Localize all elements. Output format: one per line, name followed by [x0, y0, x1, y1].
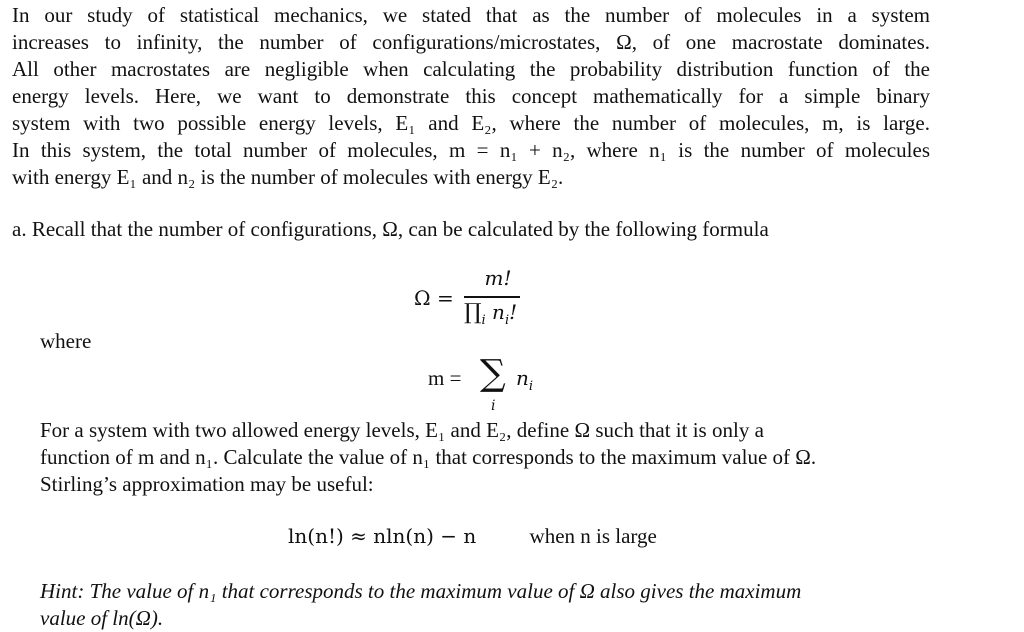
where-label: where — [40, 329, 92, 353]
hint-paragraph — [40, 578, 940, 632]
intro-line: In our study of statistical mechanics, we stated that as the number of molecules in a system — [12, 3, 930, 27]
intro-line: energy levels. Here, we want to demonstrate this concept mathematically for a simple binary — [12, 84, 930, 108]
sum-term-variable: n — [516, 366, 529, 390]
body-line: For a system with two allowed energy levels, E₁ and E₂, define Ω such that it is only a — [40, 418, 764, 442]
part-a-prompt: a. Recall that the number of configurations, Ω, can be calculated by the following formula — [12, 217, 769, 241]
fraction-bar — [464, 296, 520, 298]
denominator-factorial: ! — [509, 300, 518, 324]
denominator-subscript: i — [504, 313, 510, 328]
product-symbol: ∏ — [464, 300, 482, 325]
intro-paragraph — [12, 2, 930, 191]
omega-denominator — [464, 300, 517, 328]
hint-line: value of ln(Ω). — [40, 606, 164, 630]
hint-line: Hint: The value of n₁ that corresponds to the maximum value of Ω also gives the maximum — [40, 579, 802, 603]
intro-line: In this system, the total number of molecules, m = n₁ + n₂, where n₁ is the number of molecules — [12, 138, 930, 162]
intro-line: system with two possible energy levels, E₁ and E₂, where the number of molecules, m, is large. — [12, 111, 930, 135]
part-a-body — [40, 417, 920, 498]
body-line: function of m and n₁. Calculate the value of n₁ that corresponds to the maximum value of Ω. — [40, 445, 817, 469]
intro-line: All other macrostates are negligible when calculating the probability distribution function of the — [12, 57, 930, 81]
intro-line: with energy E₁ and n₂ is the number of molecules with energy E₂. — [12, 165, 564, 189]
omega-numerator: m! — [484, 266, 512, 290]
stirling-condition: when n is large — [529, 524, 657, 548]
body-line: Stirling’s approximation may be useful: — [40, 472, 374, 496]
stirling-formula: ln(n!) ≈ nln(n) − n — [288, 524, 477, 548]
sum-index: i — [491, 398, 496, 414]
sum-term — [516, 366, 533, 394]
stirling-approximation — [288, 524, 657, 549]
omega-formula — [414, 262, 544, 332]
sum-term-subscript: i — [528, 379, 534, 394]
product-index: i — [481, 313, 486, 328]
sum-lhs: m = — [428, 366, 462, 390]
sum-formula — [428, 353, 558, 422]
omega-lhs: Ω = — [414, 286, 454, 310]
intro-line: increases to infinity, the number of configurations/microstates, Ω, of one macrostate dominates. — [12, 30, 930, 54]
sigma-symbol: ∑ — [480, 353, 506, 394]
denominator-variable: n — [492, 300, 505, 324]
